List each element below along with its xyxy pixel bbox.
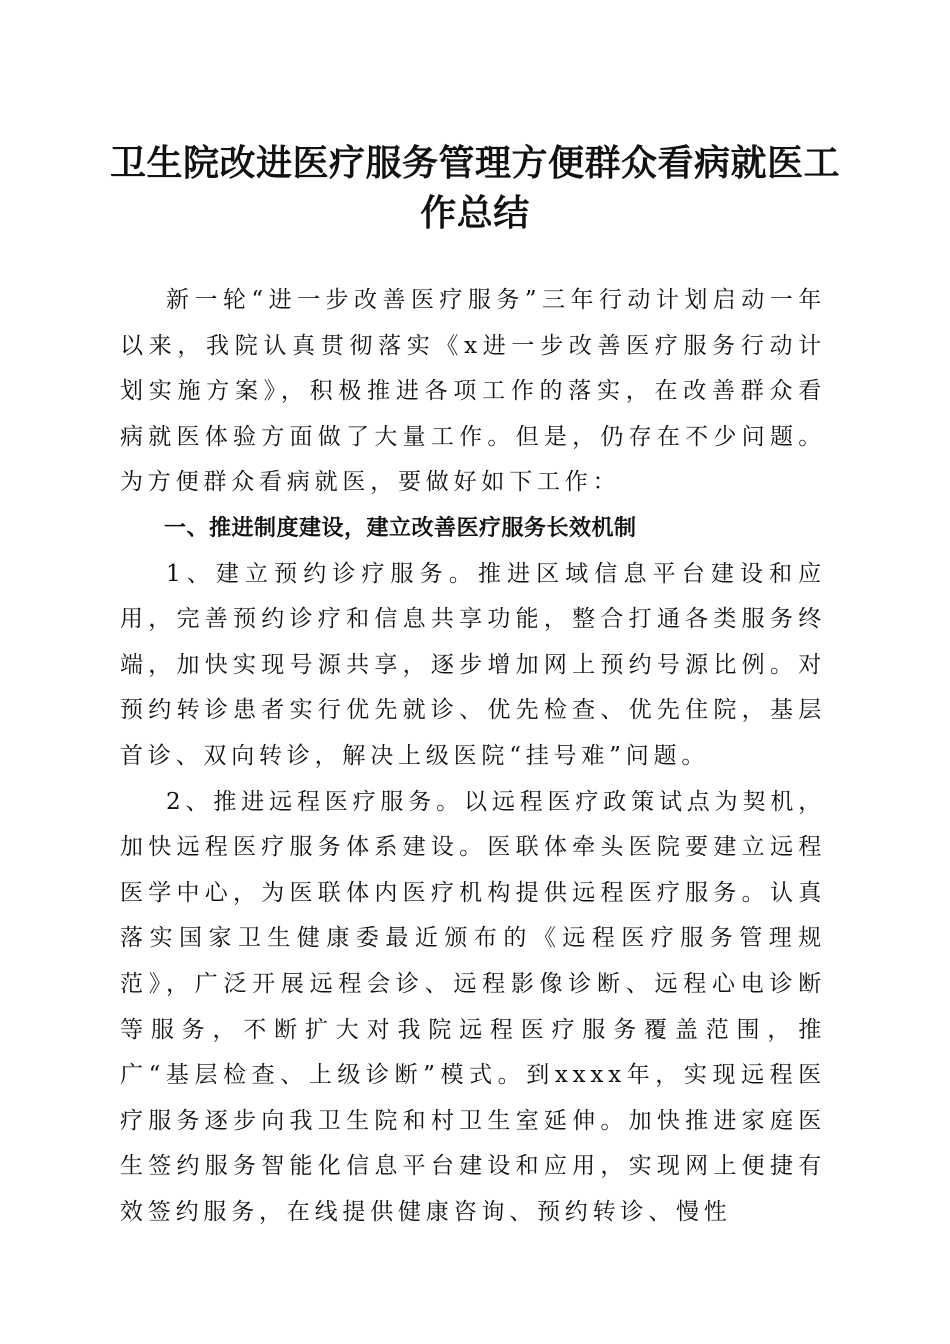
section-heading: 一、推进制度建设，建立改善医疗服务长效机制 bbox=[164, 515, 637, 541]
document-title: 卫生院改进医疗服务管理方便群众看病就医工作总结 bbox=[110, 142, 841, 234]
intro-paragraph: 新一轮“进一步改善医疗服务”三年行动计划启动一年以来，我院认真贯彻落实《x进一步改善医疗服务行动计划实施方案》，积极推进各项工作的落实，在改善群众看病就医体验方面做了大量工作。但是，仍存在不少问题。为方便群众看病就医，要做好如下工作： bbox=[120, 287, 826, 496]
document-body bbox=[120, 278, 826, 1235]
item-1-paragraph: 1、建立预约诊疗服务。推进区域信息平台建设和应用，完善预约诊疗和信息共享功能，整合打通各类服务终端，加快实现号源共享，逐步增加网上预约号源比例。对预约转诊患者实行优先就诊、优先检查、优先住院，基层首诊、双向转诊，解决上级医院“挂号难”问题。 bbox=[120, 560, 826, 769]
item-2-paragraph: 2、推进远程医疗服务。以远程医疗政策试点为契机，加快远程医疗服务体系建设。医联体牵头医院要建立远程医学中心，为医联体内医疗机构提供远程医疗服务。认真落实国家卫生健康委最近颁布的《远程医疗服务管理规范》，广泛开展远程会诊、远程影像诊断、远程心电诊断等服务，不断扩大对我院远程医疗服务覆盖范围，推广“基层检查、上级诊断”模式。到xxxx年，实现远程医疗服务逐步向我卫生院和村卫生室延伸。加快推进家庭医生签约服务智能化信息平台建设和应用，实现网上便捷有效签约服务，在线提供健康咨询、预约转诊、慢性 bbox=[120, 788, 826, 1225]
